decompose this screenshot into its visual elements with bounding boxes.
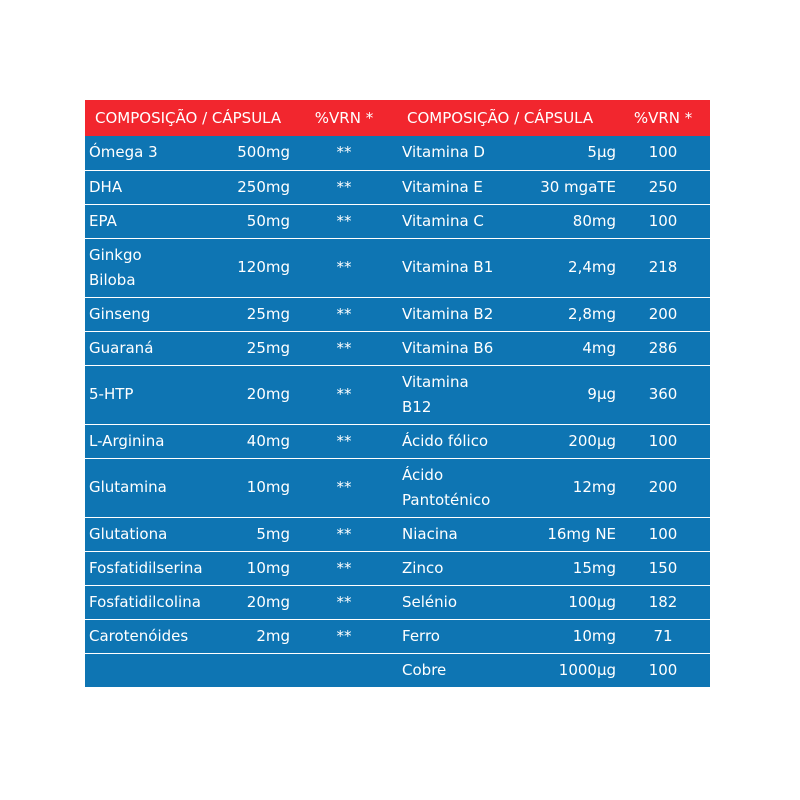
table-row (85, 136, 710, 170)
nutrition-table-wrapper (85, 100, 710, 687)
ingredient-name-right: Vitamina E (402, 177, 483, 196)
composition-table (85, 100, 710, 687)
ingredient-name-right: Niacina (402, 524, 458, 543)
ingredient-name-left: 5-HTP (89, 385, 134, 403)
table-row (85, 424, 710, 458)
ingredient-amount-right: 5µg (587, 143, 617, 162)
header-composition-left: COMPOSIÇÃO / CÁPSULA (95, 108, 282, 127)
vrn-value-right: 200 (648, 304, 678, 323)
ingredient-amount-left (230, 653, 290, 687)
ingredient-name-right: Vitamina B12 (402, 372, 469, 416)
ingredient-name-right: Vitamina B6 (402, 338, 494, 357)
table-row (85, 517, 710, 551)
ingredient-amount-right: 9µg (587, 385, 617, 403)
ingredient-name-right: Ácido Pantoténico (402, 465, 491, 509)
table-row (85, 551, 710, 585)
ingredient-amount-right: 4mg (582, 338, 617, 357)
vrn-value-left: ** (336, 385, 352, 403)
vrn-value-left: ** (336, 478, 352, 496)
table-row (85, 170, 710, 204)
table-row (85, 653, 710, 687)
vrn-value-left: ** (336, 592, 352, 611)
ingredient-name-right: Ácido fólico (402, 431, 489, 450)
vrn-value-left (290, 653, 398, 687)
ingredient-name-right: Zinco (402, 558, 444, 577)
vrn-value-left: ** (336, 558, 352, 577)
ingredient-name-right: Selénio (402, 592, 458, 611)
ingredient-name-left: Glutamina (89, 478, 167, 496)
header-vrn-right: %VRN * (633, 108, 693, 127)
table-row (85, 458, 710, 517)
ingredient-amount-right: 100µg (568, 592, 617, 611)
vrn-value-right: 100 (648, 211, 678, 230)
ingredient-amount-left: 500mg (237, 143, 291, 162)
ingredient-amount-left: 120mg (237, 258, 291, 276)
ingredient-name-left: Ómega 3 (89, 143, 158, 162)
ingredient-name-left: Fosfatidilserina (89, 558, 203, 577)
ingredient-name-right: Vitamina C (402, 211, 484, 230)
ingredient-name-right: Vitamina D (402, 143, 485, 162)
ingredient-name-right: Ferro (402, 626, 440, 645)
ingredient-amount-left: 5mg (256, 524, 291, 543)
vrn-value-right: 200 (648, 478, 678, 496)
ingredient-name-left: Glutationa (89, 524, 168, 543)
ingredient-name-right: Vitamina B1 (402, 258, 494, 276)
ingredient-name-left: EPA (89, 211, 117, 230)
ingredient-amount-right: 30 mgaTE (540, 177, 617, 196)
vrn-value-right: 286 (648, 338, 678, 357)
vrn-value-right: 150 (648, 558, 678, 577)
ingredient-amount-left: 10mg (246, 558, 291, 577)
table-row (85, 297, 710, 331)
ingredient-name-left: Ginseng (89, 304, 151, 323)
vrn-value-right: 100 (648, 660, 678, 679)
ingredient-name-left: L-Arginina (89, 431, 165, 450)
table-body (85, 136, 710, 687)
vrn-value-left: ** (336, 338, 352, 357)
ingredient-amount-right: 16mg NE (547, 524, 617, 543)
vrn-value-left: ** (336, 304, 352, 323)
vrn-value-right: 100 (648, 524, 678, 543)
vrn-value-left: ** (336, 524, 352, 543)
vrn-value-right: 182 (648, 592, 678, 611)
table-header-row (85, 100, 710, 136)
header-composition-right: COMPOSIÇÃO / CÁPSULA (407, 108, 594, 127)
ingredient-amount-left: 10mg (246, 478, 291, 496)
table-row (85, 365, 710, 424)
ingredient-name-left: Ginkgo Biloba (89, 245, 142, 289)
vrn-value-left: ** (336, 626, 352, 645)
table-row (85, 204, 710, 238)
table-row (85, 619, 710, 653)
ingredient-amount-right: 1000µg (558, 660, 617, 679)
ingredient-amount-right: 10mg (572, 626, 617, 645)
ingredient-name-right: Vitamina B2 (402, 304, 494, 323)
vrn-value-right: 360 (648, 385, 678, 403)
ingredient-name-left (85, 653, 230, 687)
ingredient-amount-left: 2mg (256, 626, 291, 645)
header-vrn-left: %VRN * (314, 108, 374, 127)
ingredient-amount-right: 2,8mg (568, 304, 617, 323)
ingredient-amount-right: 2,4mg (568, 258, 617, 276)
ingredient-amount-left: 25mg (246, 304, 291, 323)
ingredient-amount-right: 200µg (568, 431, 617, 450)
vrn-value-left: ** (336, 177, 352, 196)
ingredient-amount-left: 20mg (246, 385, 291, 403)
ingredient-amount-left: 250mg (237, 177, 291, 196)
table-row (85, 585, 710, 619)
table-row (85, 238, 710, 297)
vrn-value-right: 100 (648, 431, 678, 450)
ingredient-amount-right: 12mg (572, 478, 617, 496)
ingredient-name-left: Guaraná (89, 338, 154, 357)
ingredient-amount-right: 15mg (572, 558, 617, 577)
vrn-value-left: ** (336, 143, 352, 162)
vrn-value-left: ** (336, 431, 352, 450)
vrn-value-right: 218 (648, 258, 678, 276)
ingredient-amount-left: 40mg (246, 431, 291, 450)
vrn-value-right: 100 (648, 143, 678, 162)
ingredient-name-right: Cobre (402, 660, 447, 679)
vrn-value-left: ** (336, 211, 352, 230)
ingredient-amount-left: 50mg (246, 211, 291, 230)
ingredient-name-left: Fosfatidilcolina (89, 592, 201, 611)
ingredient-amount-right: 80mg (572, 211, 617, 230)
ingredient-amount-left: 20mg (246, 592, 291, 611)
vrn-value-left: ** (336, 258, 352, 276)
table-row (85, 331, 710, 365)
ingredient-name-left: Carotenóides (89, 626, 189, 645)
vrn-value-right: 71 (653, 626, 673, 645)
ingredient-amount-left: 25mg (246, 338, 291, 357)
vrn-value-right: 250 (648, 177, 678, 196)
ingredient-name-left: DHA (89, 177, 123, 196)
